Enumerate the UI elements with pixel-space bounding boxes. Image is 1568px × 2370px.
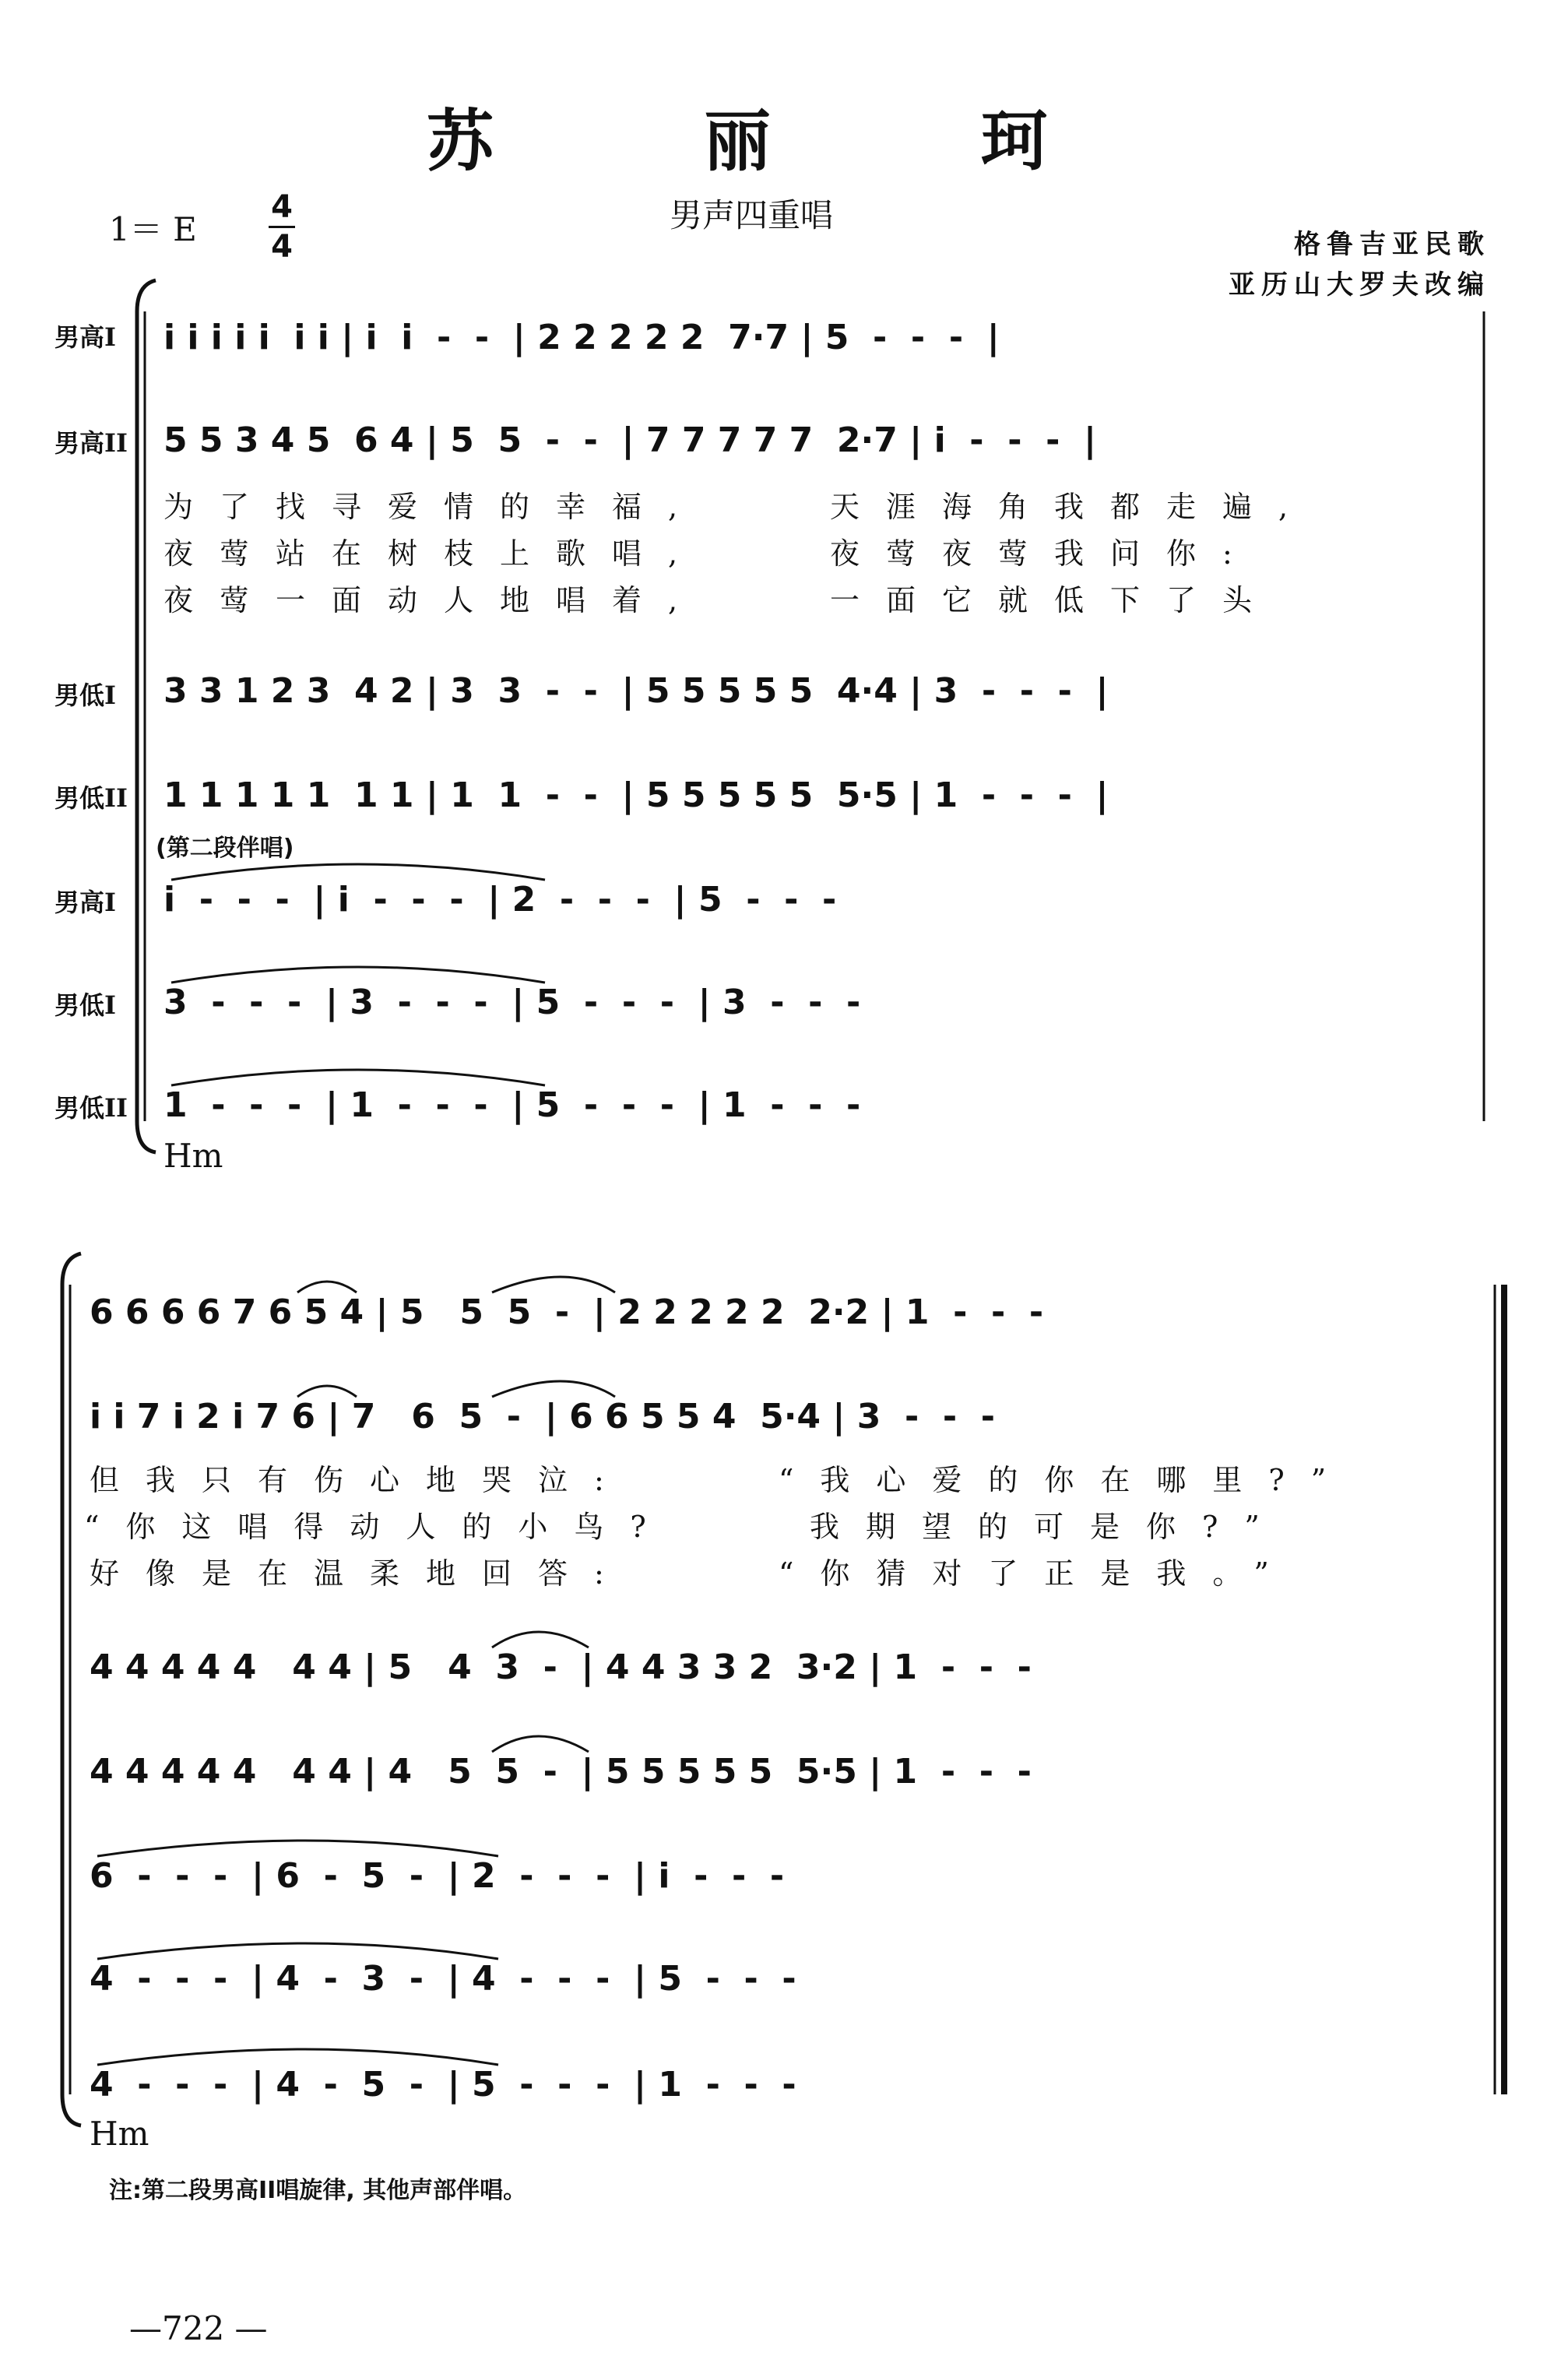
tie-s2-tenor1-m1: [297, 1282, 357, 1292]
s2-lyric-2a: “你这唱得动人的小鸟?: [84, 1510, 673, 1544]
s2-tenor1-notes: 6 6 6 6 7 6 5 4 | 5 5 5 - | 2 2 2 2 2 2·2 | 1 - - -: [90, 1292, 1044, 1332]
s2-acc-bass1-notes: 4 - - - | 4 - 3 - | 4 - - - | 5 - - -: [90, 1959, 796, 1999]
tie-s2-tenor2-m2: [492, 1381, 615, 1397]
tie-s2-tenor2-m1: [297, 1386, 357, 1397]
s1-lyric-2a: 夜莺站在树枝上歌唱,: [163, 536, 705, 571]
s2-acc-bass2-notes: 4 - - - | 4 - 5 - | 5 - - - | 1 - - -: [90, 2065, 796, 2105]
s1-bass1-notes: 3 3 1 2 3 4 2 | 3 3 - - | 5 5 5 5 5 4·4 | 3 - - - |: [163, 671, 1109, 711]
tie-s2-tenor1-m2: [492, 1277, 615, 1292]
key-signature: 1＝ E: [109, 210, 197, 248]
slur-s2-acc-tenor1: [97, 1841, 498, 1856]
s1-lyric-2b: 夜莺夜莺我问你:: [830, 536, 1259, 571]
s2-lyric-1a: 但我只有伤心地哭泣:: [90, 1463, 631, 1497]
voice-label-acc-bass2: 男低II: [54, 1093, 128, 1123]
subtitle: 男声四重唱: [670, 196, 834, 234]
s2-bass2-notes: 4 4 4 4 4 4 4 | 4 5 5 - | 5 5 5 5 5 5·5 | 1 - - -: [90, 1752, 1032, 1792]
credit-folk-song: 格鲁吉亚民歌: [1294, 229, 1490, 260]
s1-acc-bass1-notes: 3 - - - | 3 - - - | 5 - - - | 3 - - -: [163, 983, 861, 1022]
s2-lyric-2b: 我期望的可是你?”: [810, 1510, 1286, 1544]
page-title: 苏 丽 珂: [427, 102, 1141, 181]
voice-label-tenor2: 男高II: [54, 428, 128, 458]
s2-acc-tenor1-notes: 6 - - - | 6 - 5 - | 2 - - - | i - - -: [90, 1856, 785, 1896]
tie-s2-bass2-m2: [492, 1736, 589, 1752]
s1-hm: Hm: [163, 1137, 223, 1175]
s2-lyric-3b: “你猜对了正是我。”: [779, 1556, 1296, 1591]
slur-s1-acc-bass1: [171, 967, 545, 983]
footnote: 注:第二段男高II唱旋律, 其他声部伴唱。: [109, 2177, 527, 2204]
time-signature-bottom: 4: [271, 229, 293, 265]
system1-brace: [137, 280, 156, 1152]
slur-s2-acc-bass1: [97, 1943, 498, 1959]
voice-label-acc-tenor1: 男高I: [54, 888, 116, 917]
slur-s1-acc-bass2: [171, 1070, 545, 1085]
tie-s2-bass1-m2: [492, 1632, 589, 1647]
s2-lyric-1b: “我心爱的你在哪里?”: [779, 1463, 1353, 1497]
s1-lyric-3b: 一面它就低下了头: [830, 583, 1279, 617]
s1-tenor1-notes: i i i i i i i | i i - - | 2 2 2 2 2 7·7 | 5 - - - |: [163, 318, 1000, 357]
voice-label-acc-bass1: 男低I: [54, 990, 116, 1020]
s1-lyric-3a: 夜莺一面动人地唱着,: [163, 583, 705, 617]
s1-bass2-notes: 1 1 1 1 1 1 1 | 1 1 - - | 5 5 5 5 5 5·5 | 1 - - - |: [163, 775, 1109, 815]
slur-s2-acc-bass2: [97, 2049, 498, 2065]
s1-lyric-1b: 天涯海角我都走遍,: [830, 490, 1315, 524]
s1-lyric-1a: 为了找寻爱情的幸福,: [163, 490, 705, 524]
s2-hm: Hm: [90, 2115, 149, 2153]
time-signature-top: 4: [271, 189, 293, 225]
voice-label-bass1: 男低I: [54, 680, 116, 710]
s1-tenor2-notes: 5 5 3 4 5 6 4 | 5 5 - - | 7 7 7 7 7 2·7 | i - - - |: [163, 420, 1097, 460]
accompaniment-note: (第二段伴唱): [156, 835, 294, 862]
s2-lyric-3a: 好像是在温柔地回答:: [90, 1556, 631, 1591]
s2-tenor2-notes: i i 7 i 2 i 7 6 | 7 6 5 - | 6 6 5 5 4 5·4 | 3 - - -: [90, 1397, 996, 1436]
slur-s1-acc-tenor1: [171, 864, 545, 880]
voice-label-bass2: 男低II: [54, 783, 128, 813]
voice-label-tenor1: 男高I: [54, 322, 116, 352]
s2-bass1-notes: 4 4 4 4 4 4 4 | 5 4 3 - | 4 4 3 3 2 3·2 | 1 - - -: [90, 1647, 1032, 1687]
credit-arranger: 亚历山大罗夫改编: [1229, 269, 1490, 301]
system2-brace: [62, 1254, 81, 2126]
s1-acc-bass2-notes: 1 - - - | 1 - - - | 5 - - - | 1 - - -: [163, 1085, 861, 1125]
page-number: —722 —: [129, 2309, 268, 2347]
s1-acc-tenor1-notes: i - - - | i - - - | 2 - - - | 5 - - -: [163, 880, 837, 920]
